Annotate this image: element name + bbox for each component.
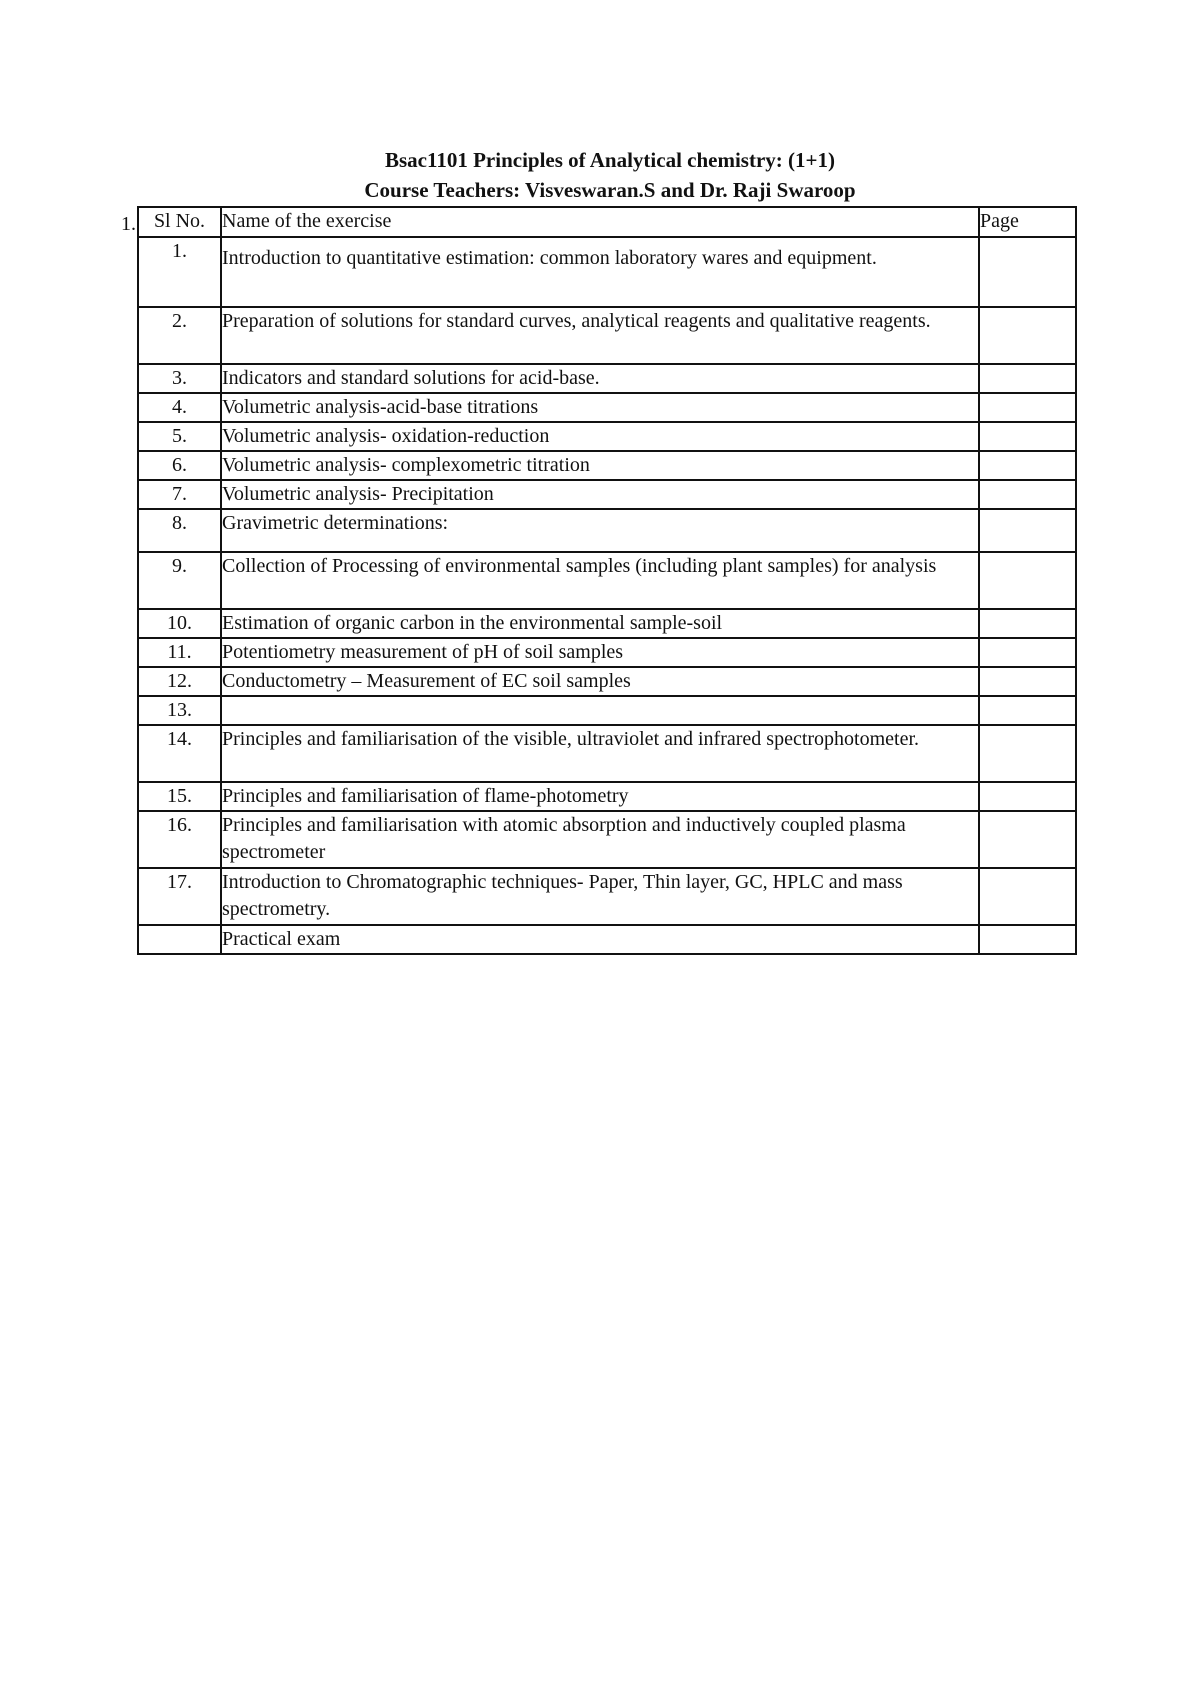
row-sl-no: 10. <box>138 609 221 638</box>
row-page <box>979 307 1076 364</box>
table-row <box>138 696 1076 725</box>
row-page <box>979 237 1076 307</box>
list-marker: 1. <box>121 213 136 235</box>
row-page <box>979 451 1076 480</box>
row-page <box>979 638 1076 667</box>
table-row <box>138 307 1076 364</box>
row-exercise-name <box>221 696 979 725</box>
table-row <box>138 364 1076 393</box>
row-exercise-name: Volumetric analysis-acid-base titrations <box>221 393 979 422</box>
table-row <box>138 480 1076 509</box>
row-exercise-name: Introduction to quantitative estimation: common laboratory wares and equipment. <box>221 237 979 307</box>
row-exercise-name: Preparation of solutions for standard curves, analytical reagents and qualitative reagents. <box>221 307 979 364</box>
row-exercise-name: Conductometry – Measurement of EC soil samples <box>221 667 979 696</box>
table-row <box>138 811 1076 868</box>
row-page <box>979 782 1076 811</box>
row-page <box>979 868 1076 925</box>
table-row <box>138 451 1076 480</box>
exercise-table <box>137 206 1077 955</box>
table-row <box>138 422 1076 451</box>
row-exercise-name: Introduction to Chromatographic techniques- Paper, Thin layer, GC, HPLC and mass spectrometry. <box>221 868 979 925</box>
row-sl-no: 5. <box>138 422 221 451</box>
row-page <box>979 667 1076 696</box>
row-sl-no <box>138 925 221 954</box>
row-page <box>979 509 1076 552</box>
row-sl-no: 4. <box>138 393 221 422</box>
row-exercise-name: Volumetric analysis- complexometric titration <box>221 451 979 480</box>
row-exercise-name: Principles and familiarisation of flame-photometry <box>221 782 979 811</box>
table-row <box>138 609 1076 638</box>
header-exercise-name: Name of the exercise <box>221 207 979 237</box>
row-sl-no: 15. <box>138 782 221 811</box>
row-sl-no: 1. <box>138 237 221 307</box>
row-sl-no: 2. <box>138 307 221 364</box>
row-sl-no: 3. <box>138 364 221 393</box>
row-exercise-name: Volumetric analysis- Precipitation <box>221 480 979 509</box>
row-page <box>979 811 1076 868</box>
row-exercise-name: Practical exam <box>221 925 979 954</box>
row-sl-no: 6. <box>138 451 221 480</box>
row-sl-no: 8. <box>138 509 221 552</box>
table-row <box>138 667 1076 696</box>
row-sl-no: 11. <box>138 638 221 667</box>
row-exercise-name: Potentiometry measurement of pH of soil samples <box>221 638 979 667</box>
row-page <box>979 725 1076 782</box>
table-row <box>138 782 1076 811</box>
row-exercise-name: Principles and familiarisation of the visible, ultraviolet and infrared spectrophotometer. <box>221 725 979 782</box>
table-row <box>138 925 1076 954</box>
row-exercise-name: Estimation of organic carbon in the environmental sample-soil <box>221 609 979 638</box>
row-page <box>979 364 1076 393</box>
table-header-row <box>138 207 1076 237</box>
table-row <box>138 237 1076 307</box>
table-row <box>138 725 1076 782</box>
table-row <box>138 552 1076 609</box>
row-sl-no: 14. <box>138 725 221 782</box>
row-sl-no: 17. <box>138 868 221 925</box>
row-exercise-name: Principles and familiarisation with atomic absorption and inductively coupled plasma spectrometer <box>221 811 979 868</box>
document-title: Bsac1101 Principles of Analytical chemistry: (1+1) <box>385 148 835 172</box>
row-exercise-name: Gravimetric determinations: <box>221 509 979 552</box>
row-exercise-name: Volumetric analysis- oxidation-reduction <box>221 422 979 451</box>
row-page <box>979 480 1076 509</box>
row-sl-no: 12. <box>138 667 221 696</box>
table-row <box>138 868 1076 925</box>
row-sl-no: 7. <box>138 480 221 509</box>
row-page <box>979 393 1076 422</box>
table-row <box>138 393 1076 422</box>
course-teachers-line: Course Teachers: Visveswaran.S and Dr. Raji Swaroop <box>364 178 856 202</box>
row-page <box>979 422 1076 451</box>
row-sl-no: 13. <box>138 696 221 725</box>
row-exercise-name: Indicators and standard solutions for acid-base. <box>221 364 979 393</box>
table-row <box>138 509 1076 552</box>
header-page: Page <box>979 207 1076 237</box>
row-page <box>979 696 1076 725</box>
row-sl-no: 9. <box>138 552 221 609</box>
row-page <box>979 925 1076 954</box>
table-row <box>138 638 1076 667</box>
row-sl-no: 16. <box>138 811 221 868</box>
header-sl-no: Sl No. <box>138 207 221 237</box>
row-exercise-name: Collection of Processing of environmental samples (including plant samples) for analysis <box>221 552 979 609</box>
row-page <box>979 609 1076 638</box>
row-page <box>979 552 1076 609</box>
